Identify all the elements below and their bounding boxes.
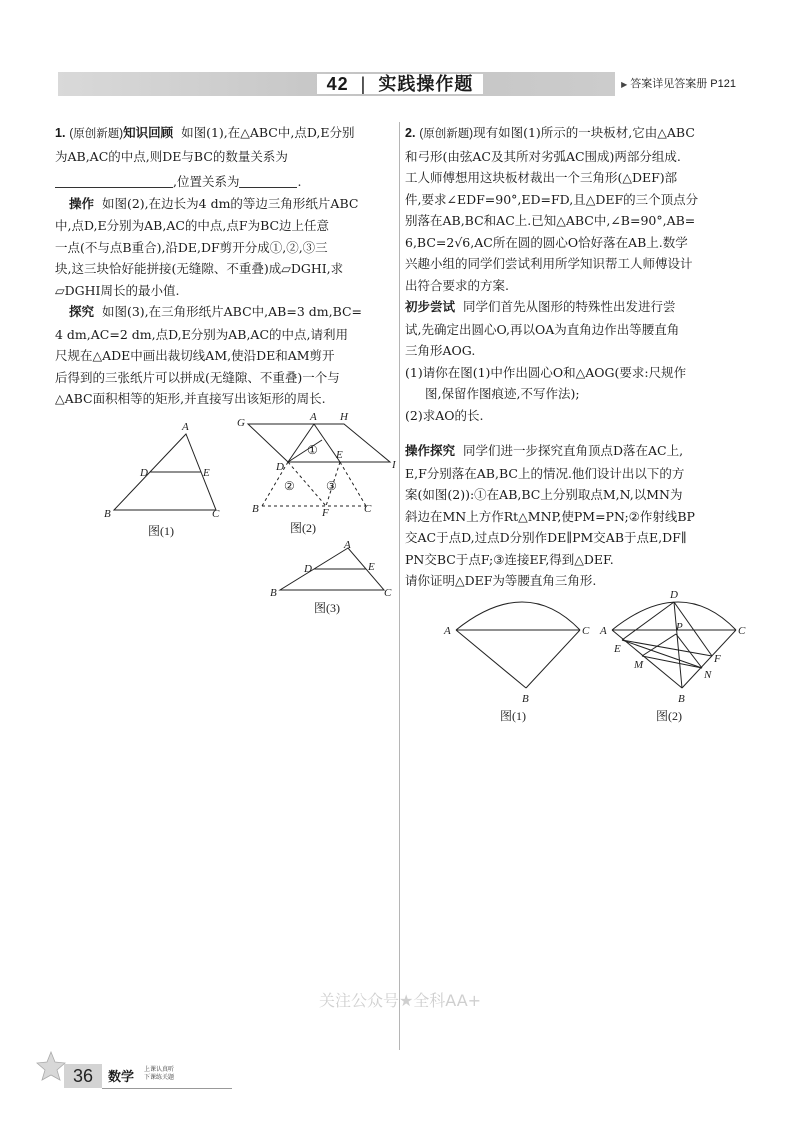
question-2 [405,122,750,592]
region-3-label: ③ [326,479,337,493]
answer-blank-quantity[interactable] [55,173,173,188]
q2-intro-text: 出符合要求的方案. [405,277,509,293]
watermark: 关注公众号★全科AA+ [318,991,482,1010]
q2-explore-line-3 [405,506,750,528]
title-separator: | [360,74,367,94]
q1-review-text-3: ,位置关系为 [173,174,240,189]
label-a: A [600,625,607,637]
label-e: E [614,643,621,655]
label-d: D [304,563,312,575]
q2-intro-line-3 [405,189,750,211]
q2-intro-line-4 [405,210,750,232]
q1-op-text: 如图(2),在边长为4 dm的等边三角形纸片ABC [101,195,359,211]
q1-tag: (原创新题) [69,128,124,140]
dash-ec [340,462,366,506]
q2-try-line-2 [405,340,750,362]
q2-answer-space [405,426,750,440]
line-ef [622,640,712,656]
section-number: 42 [326,74,349,94]
label-c: C [384,587,392,599]
caption: 图(3) [314,601,340,615]
label-b: B [678,693,685,705]
motto-line-1: 上课认真听 [144,1066,175,1073]
q1-ex-text: 4 dm,AC=2 dm,点D,E分别为AB,AC的中点,请利用 [55,326,348,342]
q2-sub1-line-1 [405,383,750,405]
column-divider [399,122,400,1050]
footer-rule [102,1088,232,1089]
q1-figure-2 [232,410,402,538]
q1-review-text: 如图(1),在△ABC中,点D,E分别 [181,125,355,140]
q2-explore-text: 请你证明△DEF为等腰直角三角形. [405,573,597,588]
q1-ex-line-0 [55,301,395,324]
label-a: A [310,411,317,423]
q1-figure-3 [268,540,398,616]
q1-op-text: 中,点D,E分别为AB,AC的中点,点F为BC边上任意 [55,218,330,233]
q2-intro-text: 和弓形(由弦AC及其所对劣弧AC围成)两部分组成. [405,148,681,164]
label-a: A [182,421,189,433]
q1-ex-line-4 [55,388,395,410]
caption: 图(2) [290,521,316,535]
ray-bd [674,602,682,688]
q2-explore-text: 案(如图(2)):①在AB,BC上分别取点M,N,以MN为 [405,487,683,502]
q2-explore-line-0 [405,440,750,463]
q2-explore-text: 交AC于点D,过点D分别作DE∥PM交AB于点E,DF∥ [405,530,687,545]
q1-figure-1 [100,418,230,543]
answer-reference [615,72,740,96]
side-bc [526,630,580,688]
q2-try-text: 同学们首先从图形的特殊性出发进行尝 [462,299,676,314]
q2-intro-line-1 [405,146,750,168]
q2-sub2 [405,405,750,427]
q1-op-line-1 [55,215,395,237]
section-name: 实践操作题 [378,74,474,94]
q1-explore-label: 探究 [69,305,95,319]
play-triangle-icon: ▶ [621,80,628,89]
q1-ex-line-1 [55,324,395,346]
q2-intro-text: 兴趣小组的同学们尝试利用所学知识帮工人师傅设计 [405,256,693,271]
q2-explore-line-5 [405,549,750,571]
label-d: D [140,467,148,479]
page-footer [36,1050,336,1090]
q2-intro-line-2 [405,167,750,189]
label-b: B [252,503,259,515]
q1-op-text: ▱DGHI周长的最小值. [55,282,180,298]
q1-ex-line-3 [55,367,395,389]
q2-figure-2 [596,588,756,728]
q2-explore-line-4 [405,527,750,549]
side-ab [456,630,526,688]
q2-explore-line-2 [405,484,750,506]
q1-number: 1. [55,126,66,140]
q2-intro-line-5 [405,232,750,254]
motto [144,1066,174,1082]
label-i: I [392,459,396,471]
q2-number: 2. [405,126,416,140]
q2-explore-text: E,F分别落在AB,BC上的情况.他们设计出以下的方 [405,465,685,481]
q2-intro-text: 件,要求∠EDF=90°,ED=FD,且△DEF的三个顶点分 [405,191,699,207]
label-n: N [704,669,712,681]
label-f: F [322,507,329,519]
q1-op-text: 块,这三块恰好能拼接(无缝隙、不重叠)成▱DGHI,求 [55,261,344,276]
q2-intro-line-0 [405,122,750,146]
q1-line-2 [55,146,395,168]
question-1 [55,122,395,410]
region-1-label: ① [307,443,318,457]
q2-explore-text: PN交BC于点F;③连接EF,得到△DEF. [405,551,614,567]
q2-explore-line-1 [405,463,750,485]
label-e: E [203,467,210,479]
q1-ex-line-2 [55,345,395,367]
q2-intro-text: 别落在AB,BC和AC上.已知△ABC中,∠B=90°,AB= [405,213,696,228]
label-c: C [364,503,372,515]
label-c: C [738,625,746,637]
caption: 图(1) [148,524,174,538]
q2-explore-label: 操作探究 [405,444,456,458]
q1-op-line-0 [55,193,395,216]
q2-intro-line-6 [405,253,750,275]
label-m: M [634,659,644,671]
q2-try-text: 三角形AOG. [405,343,476,358]
q2-intro-line-7 [405,275,750,297]
label-c: C [582,625,590,637]
star-badge-icon [36,1050,66,1086]
q1-op-text: 一点(不与点B重合),沿DE,DF剪开分成①,②,③三 [55,239,328,255]
q1-op-line-3 [55,258,395,280]
label-c: C [212,508,220,520]
q2-explore-text: 斜边在MN上方作Rt△MNP,使PM=PN;②作射线BP [405,508,695,524]
parallelogram-dghi [248,424,390,462]
q2-try-text: 试,先确定出圆心O,再以OA为直角边作出等腰直角 [405,321,680,337]
caption: 图(1) [500,709,526,723]
label-f: F [714,653,721,665]
label-h: H [340,411,348,423]
caption: 图(2) [656,709,682,723]
label-a: A [444,625,451,637]
label-a: A [344,540,351,551]
q2-intro-text: 工人师傅想用这块板材裁出一个三角形(△DEF)部 [405,170,678,185]
q2-sub2-text: (2)求AO的长. [405,407,484,423]
label-e: E [368,561,375,573]
label-d: D [670,589,678,601]
q2-figure-1 [440,588,600,728]
q1-ex-text: 如图(3),在三角形纸片ABC中,AB=3 dm,BC= [101,304,363,319]
q1-line-1 [55,122,395,146]
q1-line-3 [55,171,395,193]
q1-review-end: . [297,174,302,189]
q1-review-text-2: 为AB,AC的中点,则DE与BC的数量关系为 [55,148,288,164]
side-ab [612,630,682,688]
label-g: G [237,417,245,429]
label-b: B [522,693,529,705]
subject-label: 数学 [108,1069,135,1084]
answer-blank-position[interactable] [239,173,297,188]
label-p: P [676,621,683,633]
label-b: B [104,508,111,520]
q2-sub1-line-0 [405,362,750,384]
q2-tag: (原创新题) [419,128,474,140]
page-number: 36 [64,1064,102,1088]
q2-sub1-text: (1)请你在图(1)中作出圆心O和△AOG(要求:尺规作 [405,364,687,380]
arc-ac [456,602,580,630]
q1-review-label: 知识回顾 [123,126,174,140]
answer-reference-text: 答案详见答案册 P121 [630,78,736,90]
q2-intro-text: 现有如图(1)所示的一块板材,它由△ABC [473,125,695,140]
q1-operation-label: 操作 [69,196,95,211]
label-b: B [270,587,277,599]
q2-explore-text: 同学们进一步探究直角顶点D落在AC上, [462,443,684,458]
q2-sub1-text: 图,保留作图痕迹,不写作法); [425,386,580,401]
region-2-label: ② [284,479,295,493]
q1-ex-text: 尺规在△ADE中画出裁切线AM,使沿DE和AM剪开 [55,348,335,363]
q2-intro-text: 6,BC=2√6,AC所在圆的圆心O恰好落在AB上.数学 [405,234,688,250]
q2-try-line-1 [405,319,750,341]
q2-try-line-0 [405,296,750,319]
q2-try-label: 初步尝试 [405,300,456,314]
label-d: D [276,461,284,473]
label-e: E [336,449,343,461]
motto-line-2: 下课练关题 [144,1074,175,1081]
q1-op-line-2 [55,237,395,259]
q1-ex-text: 后得到的三张纸片可以拼成(无缝隙、不重叠)一个与 [55,369,340,385]
q1-ex-text: △ABC面积相等的矩形,并直接写出该矩形的周长. [55,391,326,406]
q1-op-line-4 [55,280,395,302]
